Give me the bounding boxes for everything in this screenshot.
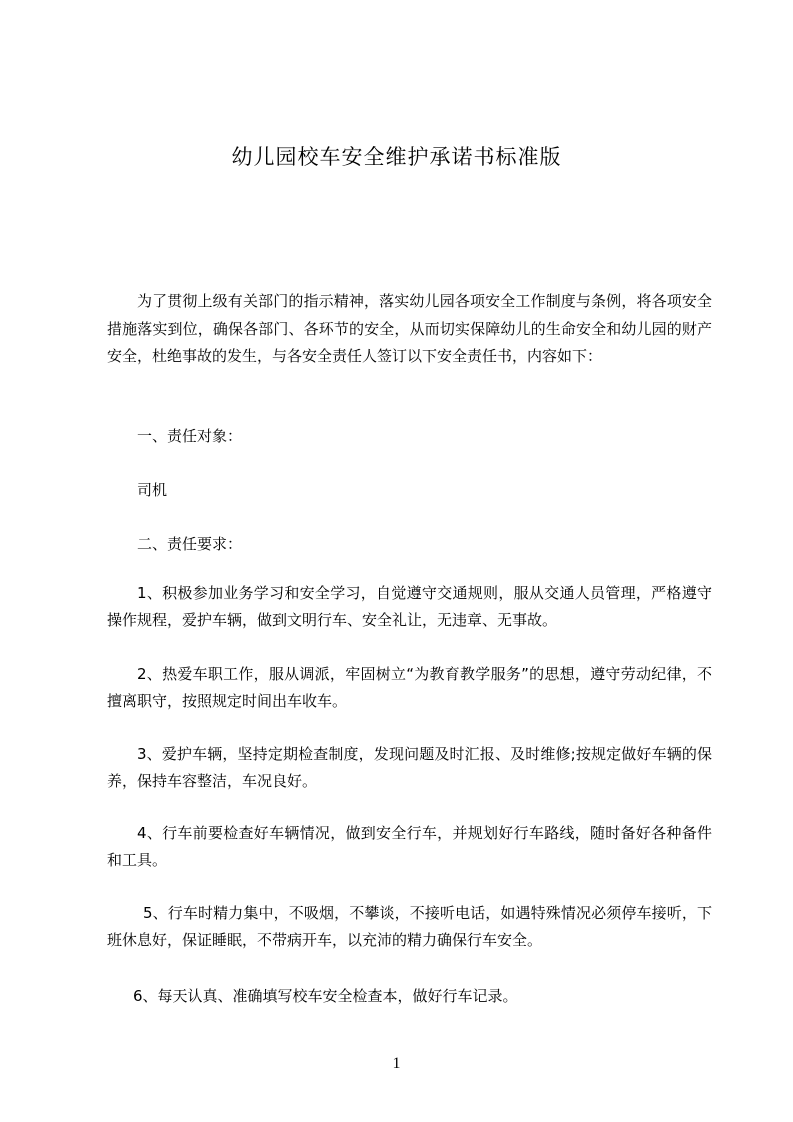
section-heading-responsible-party: 一、责任对象： [137, 427, 243, 445]
document-title: 幼儿园校车安全维护承诺书标准版 [231, 145, 562, 169]
page-number: 1 [392, 1055, 401, 1072]
requirement-item-5: 5、行车时精力集中，不吸烟，不攀谈，不接听电话，如遇特殊情况必须停车接听，下班休息好，保证睡眠，不带病开车，以充沛的精力确保行车安全。 [107, 904, 712, 949]
requirement-item-1: 1、积极参加业务学习和安全学习，自觉遵守交通规则，服从交通人员管理，严格遵守操作规程，爱护车辆，做到文明行车、安全礼让，无违章、无事故。 [107, 584, 712, 629]
responsible-party-text: 司机 [137, 481, 168, 499]
requirement-item-2: 2、热爱车职工作，服从调派，牢固树立“为教育教学服务”的思想，遵守劳动纪律，不擅离职守，按照规定时间出车收车。 [107, 665, 712, 710]
intro-paragraph: 为了贯彻上级有关部门的指示精神，落实幼儿园各项安全工作制度与条例，将各项安全措施落实到位，确保各部门、各环节的安全，从而切实保障幼儿的生命安全和幼儿园的财产安全，杜绝事故的发生，与各安全责任人签订以下安全责任书，内容如下： [107, 292, 712, 365]
requirement-item-3: 3、爱护车辆，坚持定期检查制度，发现问题及时汇报、及时维修;按规定做好车辆的保养，保持车容整洁，车况良好。 [107, 745, 712, 790]
requirement-item-6: 6、每天认真、准确填写校车安全检查本，做好行车记录。 [133, 987, 518, 1005]
requirement-item-4: 4、行车前要检查好车辆情况，做到安全行车，并规划好行车路线，随时备好各种备件和工具。 [107, 824, 712, 869]
section-heading-requirements: 二、责任要求： [137, 535, 243, 553]
